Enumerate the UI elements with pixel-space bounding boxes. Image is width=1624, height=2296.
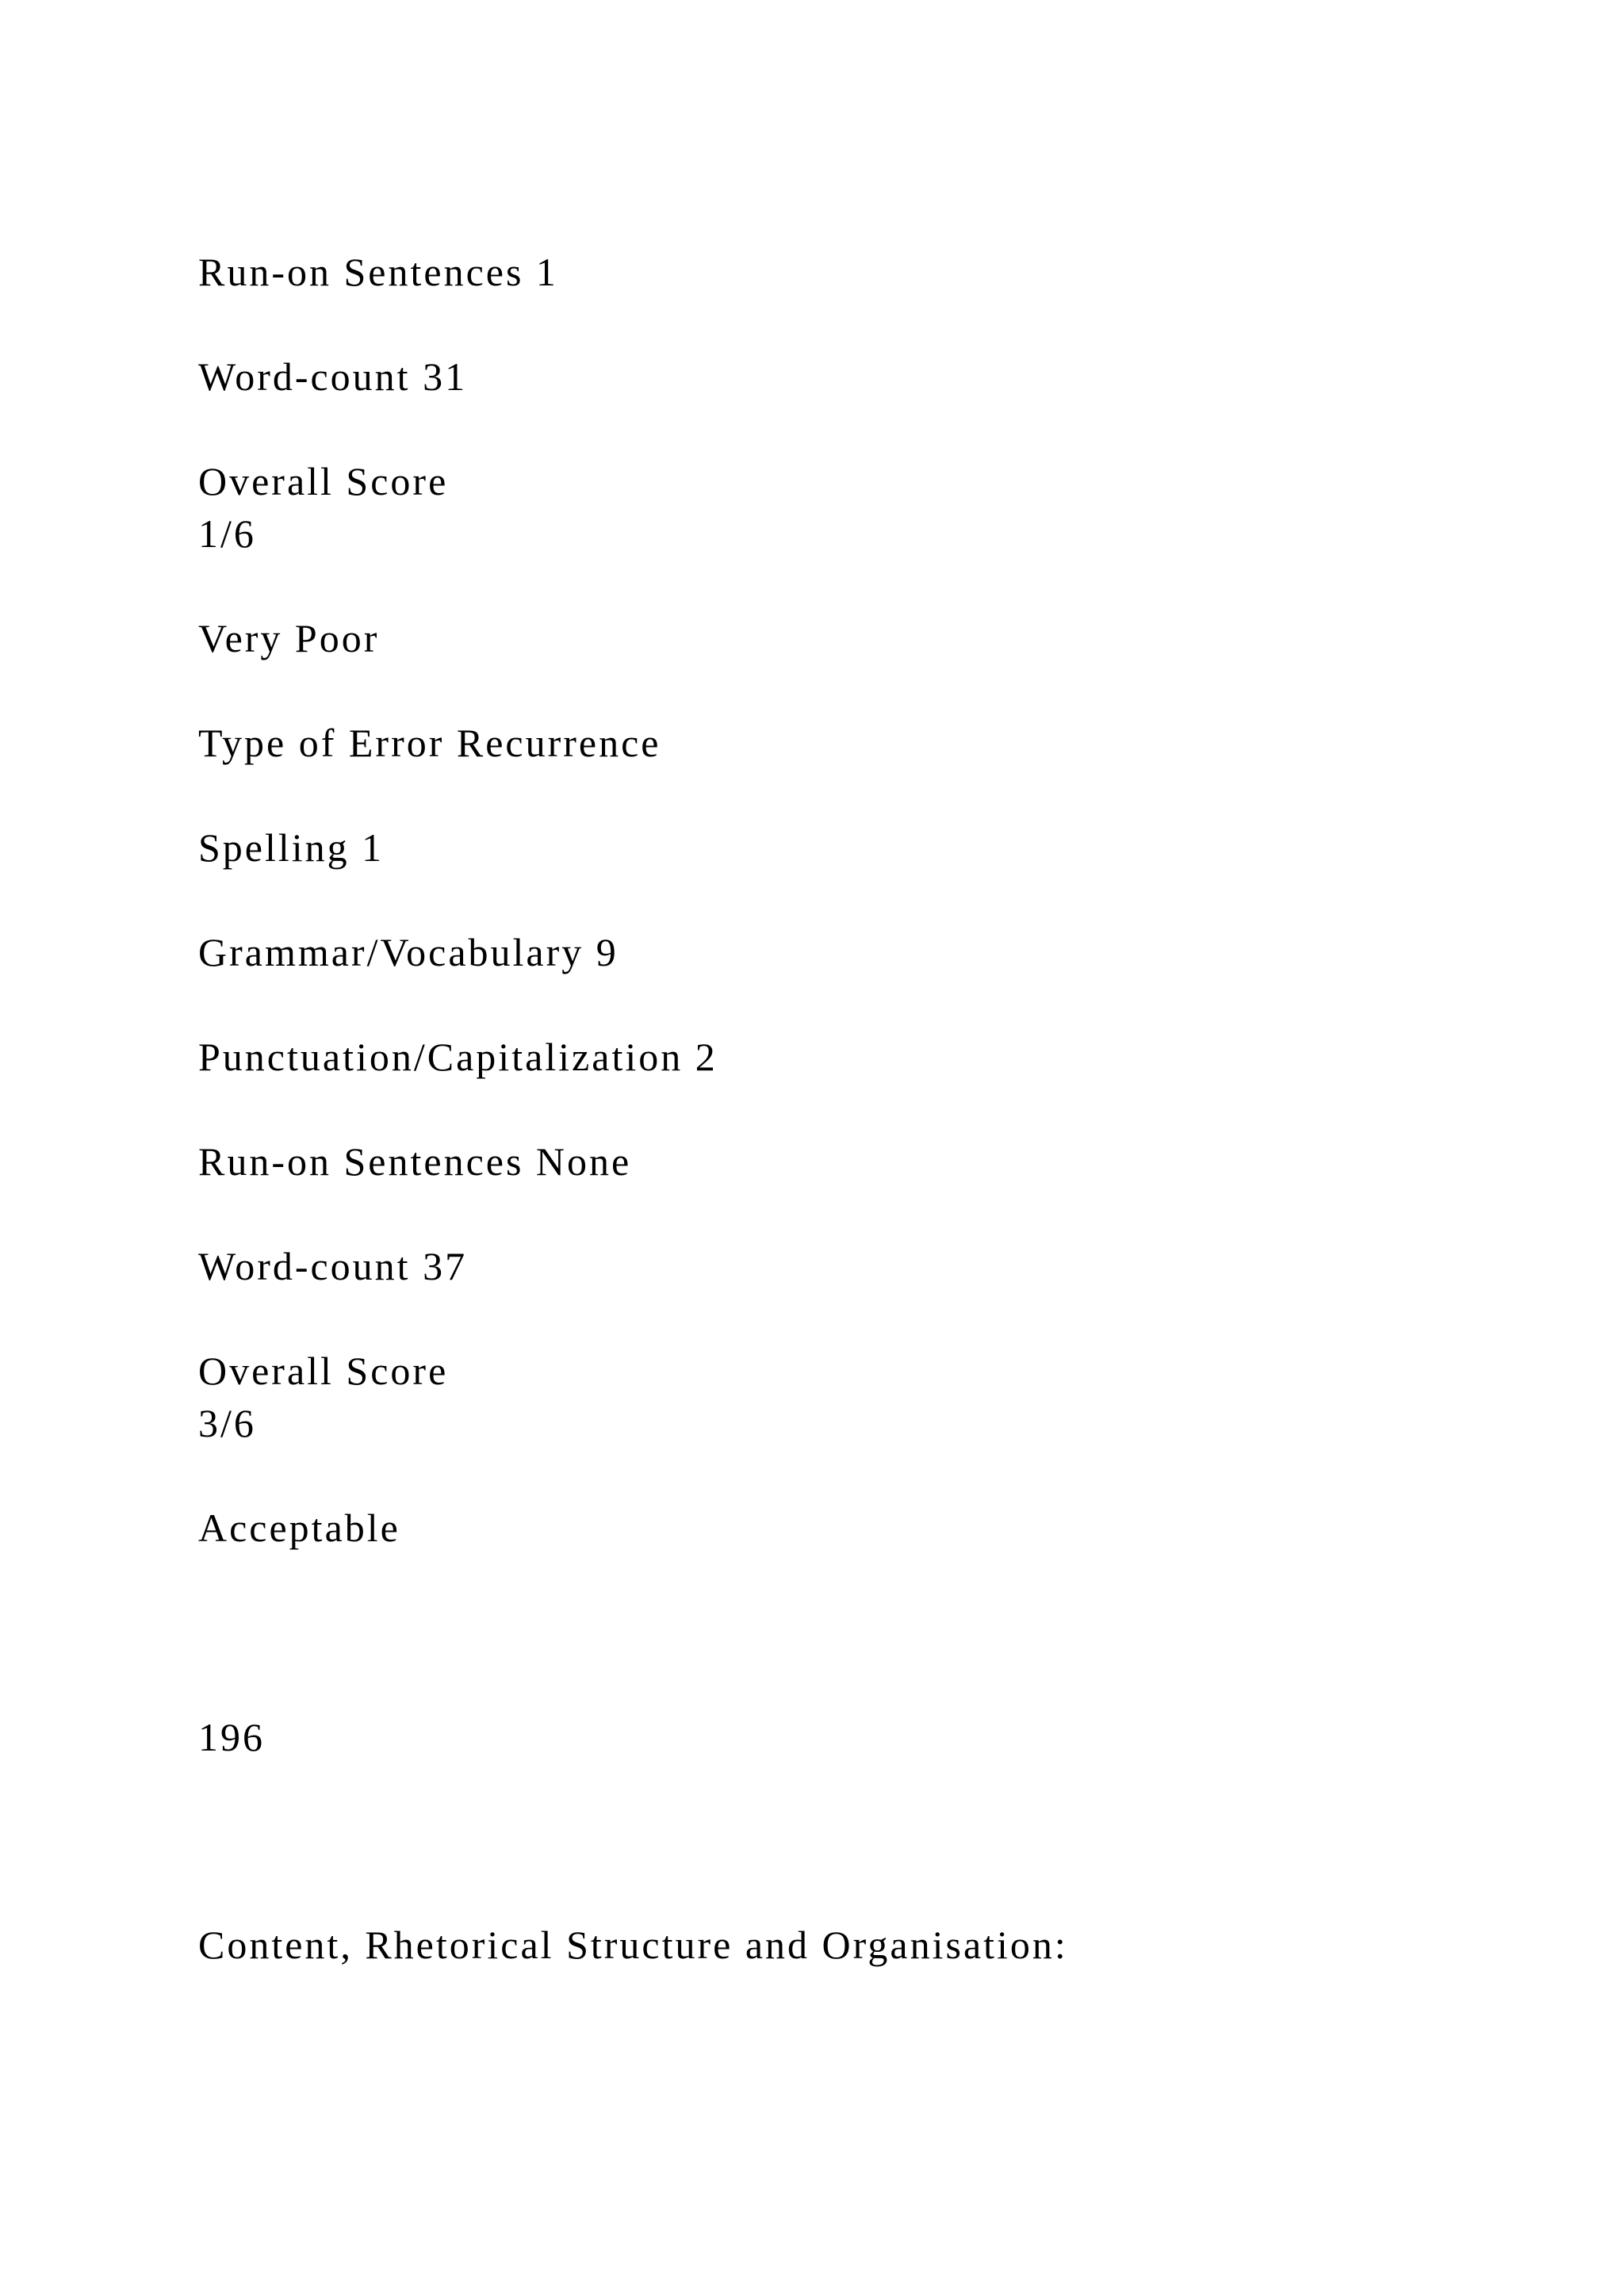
overall-score-value-2: 3/6 <box>198 1401 256 1445</box>
section-heading: Content, Rhetorical Structure and Organisation: <box>198 1923 1068 1967</box>
overall-score-label-1: Overall Score <box>198 459 449 503</box>
overall-score-value-1: 1/6 <box>198 511 256 556</box>
run-on-sentences-line-1: Run-on Sentences 1 <box>198 250 558 294</box>
rating-label-1: Very Poor <box>198 616 380 660</box>
word-count-line-1: Word-count 31 <box>198 354 468 399</box>
page-number: 196 <box>198 1715 265 1759</box>
error-table-heading: Type of Error Recurrence <box>198 721 661 765</box>
word-count-line-2: Word-count 37 <box>198 1244 468 1288</box>
punctuation-capitalization-line: Punctuation/Capitalization 2 <box>198 1035 718 1079</box>
overall-score-label-2: Overall Score <box>198 1349 449 1393</box>
spelling-line: Spelling 1 <box>198 825 385 870</box>
rating-label-2: Acceptable <box>198 1506 400 1550</box>
run-on-sentences-line-2: Run-on Sentences None <box>198 1139 632 1184</box>
grammar-vocabulary-line: Grammar/Vocabulary 9 <box>198 930 619 974</box>
